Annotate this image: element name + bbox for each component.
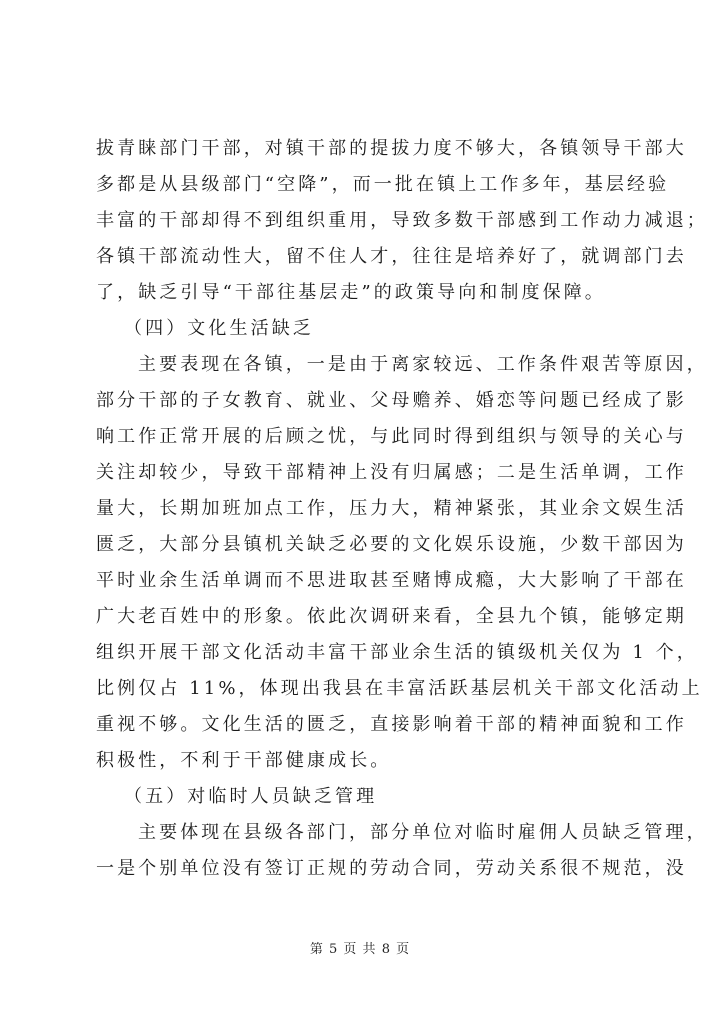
text-line: 量大，长期加班加点工作，压力大，精神紧张，其业余文娱生活 [96, 498, 687, 519]
section-heading-4: （四）文化生活缺乏 [124, 318, 314, 339]
section-heading-5: （五）对临时人员缺乏管理 [124, 786, 378, 807]
text-line: 广大老百姓中的形象。依此次调研来看，全县九个镇，能够定期 [96, 606, 687, 627]
text-line: 部分干部的子女教育、就业、父母赡养、婚恋等问题已经成了影 [96, 390, 687, 411]
text-line: 匮乏，大部分县镇机关缺乏必要的文化娱乐设施，少数干部因为 [96, 534, 687, 555]
paragraph-start: 主要体现在县级各部门，部分单位对临时雇佣人员缺乏管理， [138, 822, 708, 843]
text-line: 丰富的干部却得不到组织重用，导致多数干部感到工作动力减退； [96, 210, 708, 231]
text-line: 多都是从县级部门“空降”，而一批在镇上工作多年，基层经验 [96, 174, 670, 195]
text-line: 关注却较少，导致干部精神上没有归属感；二是生活单调，工作 [96, 462, 687, 483]
text-line: 响工作正常开展的后顾之忧，与此同时得到组织与领导的关心与 [96, 426, 687, 447]
text-line: 一是个别单位没有签订正规的劳动合同，劳动关系很不规范，没 [96, 858, 687, 879]
text-line: 各镇干部流动性大，留不住人才，往往是培养好了，就调部门去 [96, 246, 687, 267]
paragraph-start: 主要表现在各镇，一是由于离家较远、工作条件艰苦等原因， [138, 354, 708, 375]
text-line: 组织开展干部文化活动丰富干部业余生活的镇级机关仅为 1 个， [96, 642, 698, 663]
text-line: 拔青睐部门干部，对镇干部的提拔力度不够大，各镇领导干部大 [96, 138, 687, 159]
document-body [96, 131, 708, 887]
text-line: 了，缺乏引导“干部往基层走”的政策导向和制度保障。 [96, 282, 606, 303]
text-line: 平时业余生活单调而不思进取甚至赌博成瘾，大大影响了干部在 [96, 570, 687, 591]
text-line: 重视不够。文化生活的匮乏，直接影响着干部的精神面貌和工作 [96, 714, 687, 735]
text-line: 比例仅占 11%，体现出我县在丰富活跃基层机关干部文化活动上 [96, 678, 703, 699]
page-number-footer: 第 5 页 共 8 页 [309, 942, 411, 957]
text-line: 积极性，不利于干部健康成长。 [96, 750, 392, 771]
